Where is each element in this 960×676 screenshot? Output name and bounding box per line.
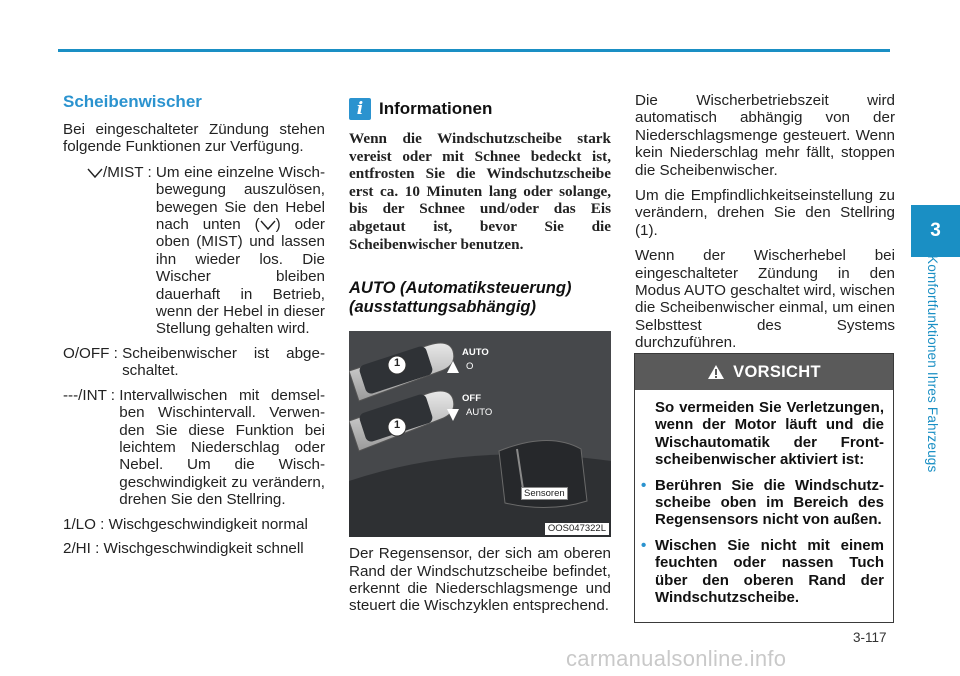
definition-desc: Wischgeschwindigkeit schnell <box>103 539 304 557</box>
definition-term: 1/LO : <box>63 515 105 533</box>
definition-lo <box>63 516 325 533</box>
definition-desc: Wischgeschwindigkeit normal <box>108 515 308 533</box>
bullet-dot-icon: • <box>641 476 647 494</box>
info-icon: i <box>349 98 371 120</box>
section-heading-wipers: Scheibenwischer <box>63 92 202 111</box>
definition-off <box>63 345 325 380</box>
definition-hi <box>63 540 325 557</box>
definition-term-mist: /MIST : <box>63 164 156 338</box>
caution-body <box>635 390 893 606</box>
definition-term: O/OFF : <box>63 344 118 362</box>
caution-box <box>634 353 894 623</box>
paragraph-1: Die Wischerbetriebszeit wird automatisch abhängig von der Niederschlagsmenge gesteuert. Wenn kein Niederschlag mehr fällt, stoppen die Scheibenwischer. <box>635 92 895 179</box>
page-number: 3-117 <box>853 630 887 645</box>
definition-desc: Scheibenwischer ist abgeschaltet. <box>122 344 325 380</box>
sensor-paragraph: Der Regensensor, der sich am oberen Rand der Windschutzscheibe befindet, erkennt die Niederschlagsmenge und steuert die Wischzyklen entsprechend. <box>349 545 611 615</box>
definition-int <box>63 387 325 509</box>
definition-term: ---/INT : <box>63 386 116 404</box>
column-wiper-functions <box>63 92 325 564</box>
bullet-dot-icon: • <box>641 536 647 554</box>
definition-desc: Intervallwischen mit demselben Wischintervall. Verwenden Sie diese Funktion bei leichtem Niederschlag oder Nebel. Um die Wischgeschwindigkeit zu verändern, drehen Sie den Stellring. <box>119 386 325 509</box>
figure-label-sensors: Sensoren <box>521 487 568 500</box>
warning-triangle-icon <box>707 364 725 380</box>
chapter-title: Komfortfunktionen Ihres Fahrzeugs <box>925 255 940 473</box>
figure-label-o: O <box>466 361 474 373</box>
callout-number: 1 <box>394 419 401 432</box>
chevron-down-icon <box>260 219 276 231</box>
definition-term: 2/HI : <box>63 539 100 557</box>
auto-heading: AUTO (Automatiksteuerung) (ausstattungsabhängig) <box>349 279 572 317</box>
figure-label-auto-top: AUTO <box>462 347 489 359</box>
figure-label-auto-bottom: AUTO <box>466 407 493 419</box>
paragraph-3: Wenn der Wischerhebel bei eingeschalteter Zündung in den Modus AUTO geschaltet wird, wischen die Scheibenwischer einmal, um einen Selbsttest des Systems durchzuführen. <box>635 247 895 352</box>
definition-mist <box>63 164 325 338</box>
callout-number: 1 <box>394 357 401 370</box>
wiper-lever-illustration <box>349 331 611 537</box>
info-title: Informationen <box>379 99 493 119</box>
figure-label-off: OFF <box>462 393 481 405</box>
info-header <box>349 98 611 120</box>
intro-paragraph: Bei eingeschalteter Zündung stehen folgende Funktionen zur Verfügung. <box>63 121 325 156</box>
wiper-lever-figure <box>349 331 611 537</box>
chevron-down-icon <box>87 167 103 179</box>
caution-bullet: • Wischen Sie nicht mit einem feuchten oder nassen Tuch über den oberen Rand der Windschutzscheibe. <box>641 536 884 607</box>
column-auto-details <box>635 92 895 360</box>
top-rule <box>58 49 890 52</box>
watermark: carmanualsonline.info <box>566 646 787 671</box>
caution-intro: So vermeiden Sie Verletzungen, wenn der Motor läuft und die Wischautomatik der Frontscheibenwischer aktiviert ist: <box>655 399 884 469</box>
definition-desc-mist: Um eine einzelne Wischbewegung auszulösen, bewegen Sie den Hebel nach unten ( ) oder oben (MIST) und lassen ihn wieder los. Die Wischer bleiben dauerhaft in Betrieb, wenn der Hebel in dieser Stellung gehalten wird. <box>155 163 325 338</box>
caution-bullet: • Berühren Sie die Windschutzscheibe oben im Bereich des Regensensors nicht von außen. <box>641 476 884 529</box>
paragraph-2: Um die Empfindlichkeitseinstellung zu verändern, drehen Sie den Stellring (1). <box>635 187 895 239</box>
figure-caption: OOS047322L <box>545 523 609 535</box>
info-text: Wenn die Windschutzscheibe stark vereist oder mit Schnee bedeckt ist, entfrosten Sie die Windschutzscheibe erst ca. 10 Minuten lang oder solange, bis der Schnee und/oder das Eis abgetaut ist, bevor Sie die Scheibenwischer benutzen. <box>349 130 611 253</box>
caution-title: VORSICHT <box>733 362 821 381</box>
chapter-number-tab: 3 <box>911 205 960 257</box>
caution-header <box>635 354 893 390</box>
column-info-auto <box>349 98 611 623</box>
